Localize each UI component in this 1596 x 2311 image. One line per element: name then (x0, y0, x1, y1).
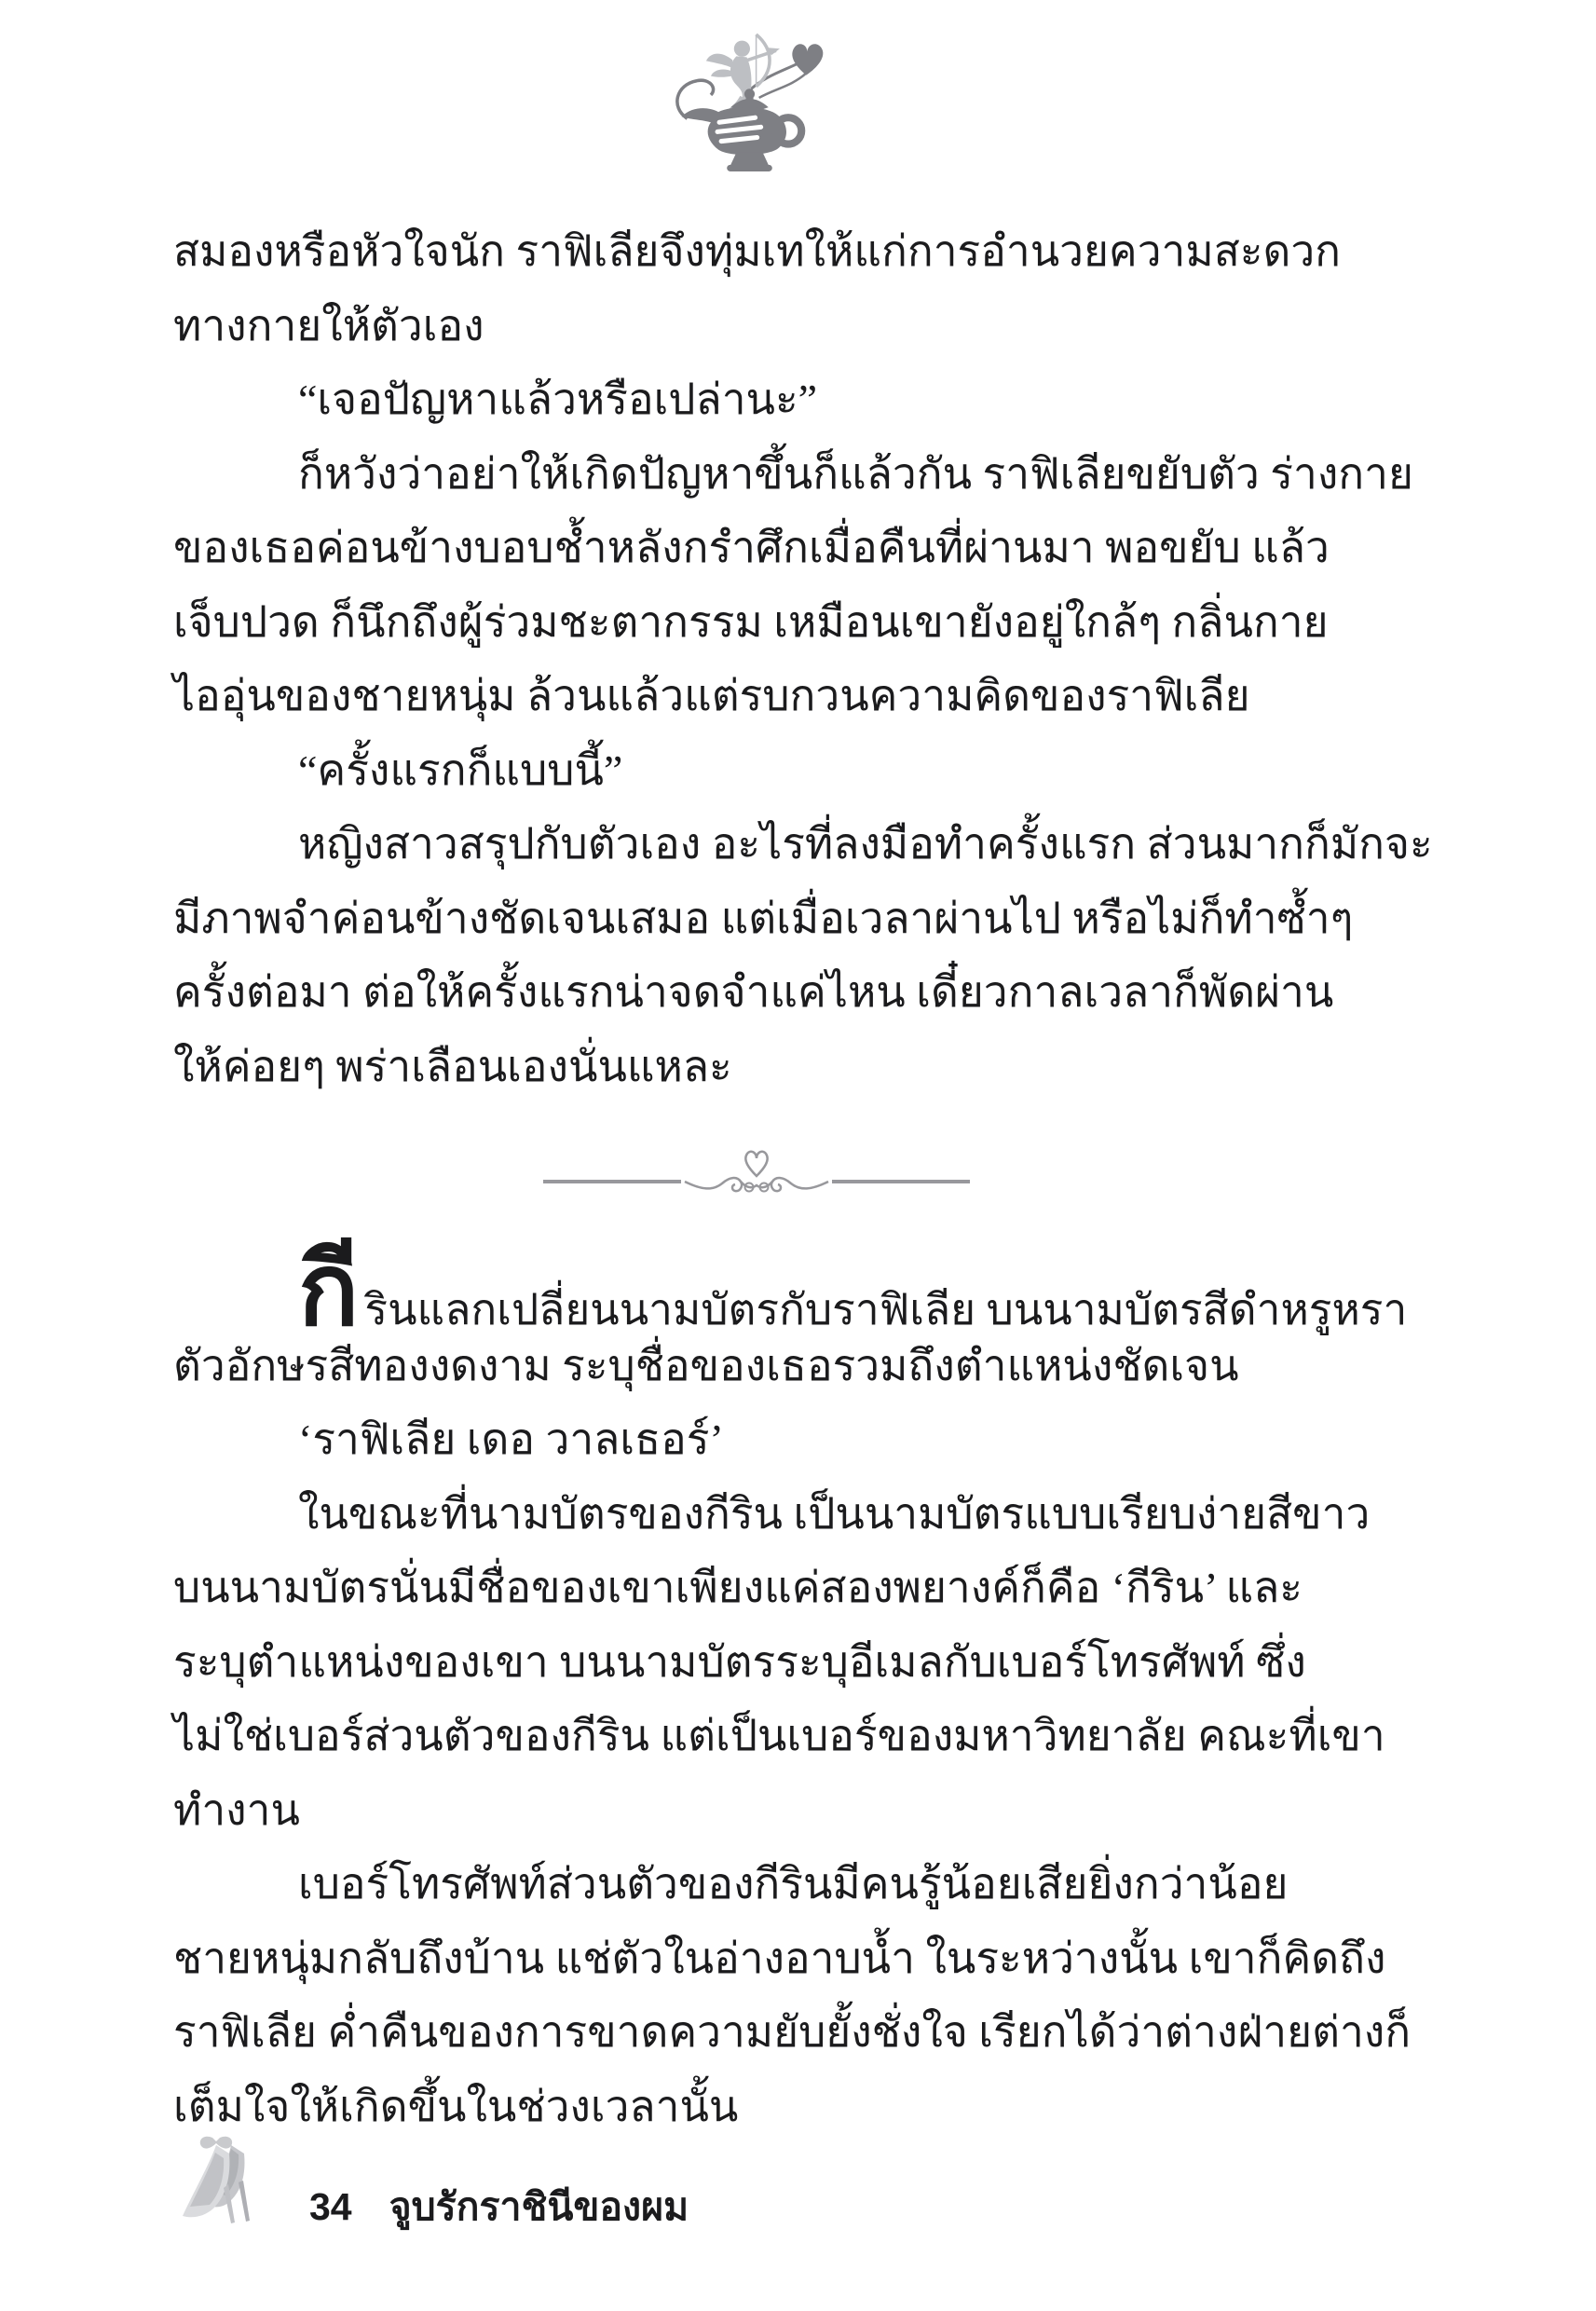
book-title: จูบรักราชินีของผม (389, 2184, 689, 2228)
paragraph-line: สมองหรือหัวใจนัก ราฟิเลียจึงทุ่มเทให้แก่การอำนวยความสะดวก (173, 227, 1342, 275)
paragraph-line: ก็หวังว่าอย่าให้เกิดปัญหาขึ้นก็แล้วกัน ราฟิเลียขยับตัว ร่างกาย (298, 449, 1413, 498)
paragraph-line: บนนามบัตรนั่นมีชื่อของเขาเพียงแค่สองพยางค์ก็คือ ‘กีริน’ และ (173, 1564, 1303, 1611)
paragraph-line: ระบุตำแหน่งของเขา บนนามบัตรระบุอีเมลกับเบอร์โทรศัพท์ ซึ่ง (173, 1637, 1306, 1686)
text-block-bottom (173, 1236, 1427, 2143)
paragraph-line: “ครั้งแรกก็แบบนี้” (298, 745, 623, 794)
paragraph-line: ในขณะที่นามบัตรของกีริน เป็นนามบัตรแบบเรียบง่ายสีขาว (298, 1489, 1371, 1538)
paragraph-line: “เจอปัญหาแล้วหรือเปล่านะ” (298, 376, 818, 423)
paragraph-line: ไออุ่นของชายหนุ่ม ล้วนแล้วแต่รบกวนความคิดของราฟิเลีย (173, 672, 1250, 719)
paragraph-line: ราฟิเลีย ค่ำคืนของการขาดความยับยั้งชั่งใจ เรียกได้ว่าต่างฝ่ายต่างก็ (173, 2008, 1412, 2056)
paragraph-line-text: รินแลกเปลี่ยนนามบัตรกับราฟิเลีย บนนามบัตรสีดำหรูหรา (364, 1286, 1408, 1333)
paragraph-line: เต็มใจให้เกิดขึ้นในช่วงเวลานั้น (173, 2082, 739, 2130)
paragraph-line: ให้ค่อยๆ พร่าเลือนเองนั่นแหละ (173, 1042, 732, 1090)
paragraph-line: ตัวอักษรสีทองงดงาม ระบุชื่อของเธอรวมถึงตำแหน่งชัดเจน (173, 1341, 1239, 1389)
paragraph-line: เจ็บปวด ก็นึกถึงผู้ร่วมชะตากรรม เหมือนเขายังอยู่ใกล้ๆ กลิ่นกาย (173, 597, 1329, 646)
text-block-top (173, 214, 1433, 1103)
paragraph-line: ทางกายให้ตัวเอง (173, 301, 484, 349)
paragraph-line: ‘ราฟิเลีย เดอ วาลเธอร์’ (298, 1415, 724, 1463)
paragraph-line: หญิงสาวสรุปกับตัวเอง อะไรที่ลงมือทำครั้งแรก ส่วนมากก็มักจะ (298, 820, 1433, 868)
paragraph-line: ชายหนุ่มกลับถึงบ้าน แช่ตัวในอ่างอาบน้ำ ในระหว่างนั้น เขาก็คิดถึง (173, 1934, 1386, 1982)
paragraph-line: มีภาพจำค่อนข้างชัดเจนเสมอ แต่เมื่อเวลาผ่านไป หรือไม่ก็ทำซ้ำๆ (173, 894, 1354, 942)
page-footer (309, 2181, 689, 2233)
paragraph-line: ของเธอค่อนข้างบอบช้ำหลังกรำศึกเมื่อคืนที่ผ่านมา พอขยับ แล้ว (173, 524, 1330, 571)
heart-swirl-divider-icon (543, 1144, 970, 1206)
drop-cap: กี (298, 1236, 361, 1347)
paragraph-line: เบอร์โทรศัพท์ส่วนตัวของกีรินมีคนรู้น้อยเสียยิ่งกว่าน้อย (298, 1860, 1289, 1908)
high-heels-icon (177, 2134, 265, 2235)
paragraph-line: ไม่ใช่เบอร์ส่วนตัวของกีริน แต่เป็นเบอร์ของมหาวิทยาลัย คณะที่เขา (173, 1712, 1385, 1759)
paragraph-line (173, 1236, 1427, 1347)
page-number: 34 (309, 2184, 352, 2228)
cupid-genie-lamp-icon (663, 32, 836, 173)
paragraph-line: ทำงาน (173, 1785, 300, 1834)
paragraph-line: ครั้งต่อมา ต่อให้ครั้งแรกน่าจดจำแค่ไหน เดี๋ยวกาลเวลาก็พัดผ่าน (173, 968, 1334, 1016)
